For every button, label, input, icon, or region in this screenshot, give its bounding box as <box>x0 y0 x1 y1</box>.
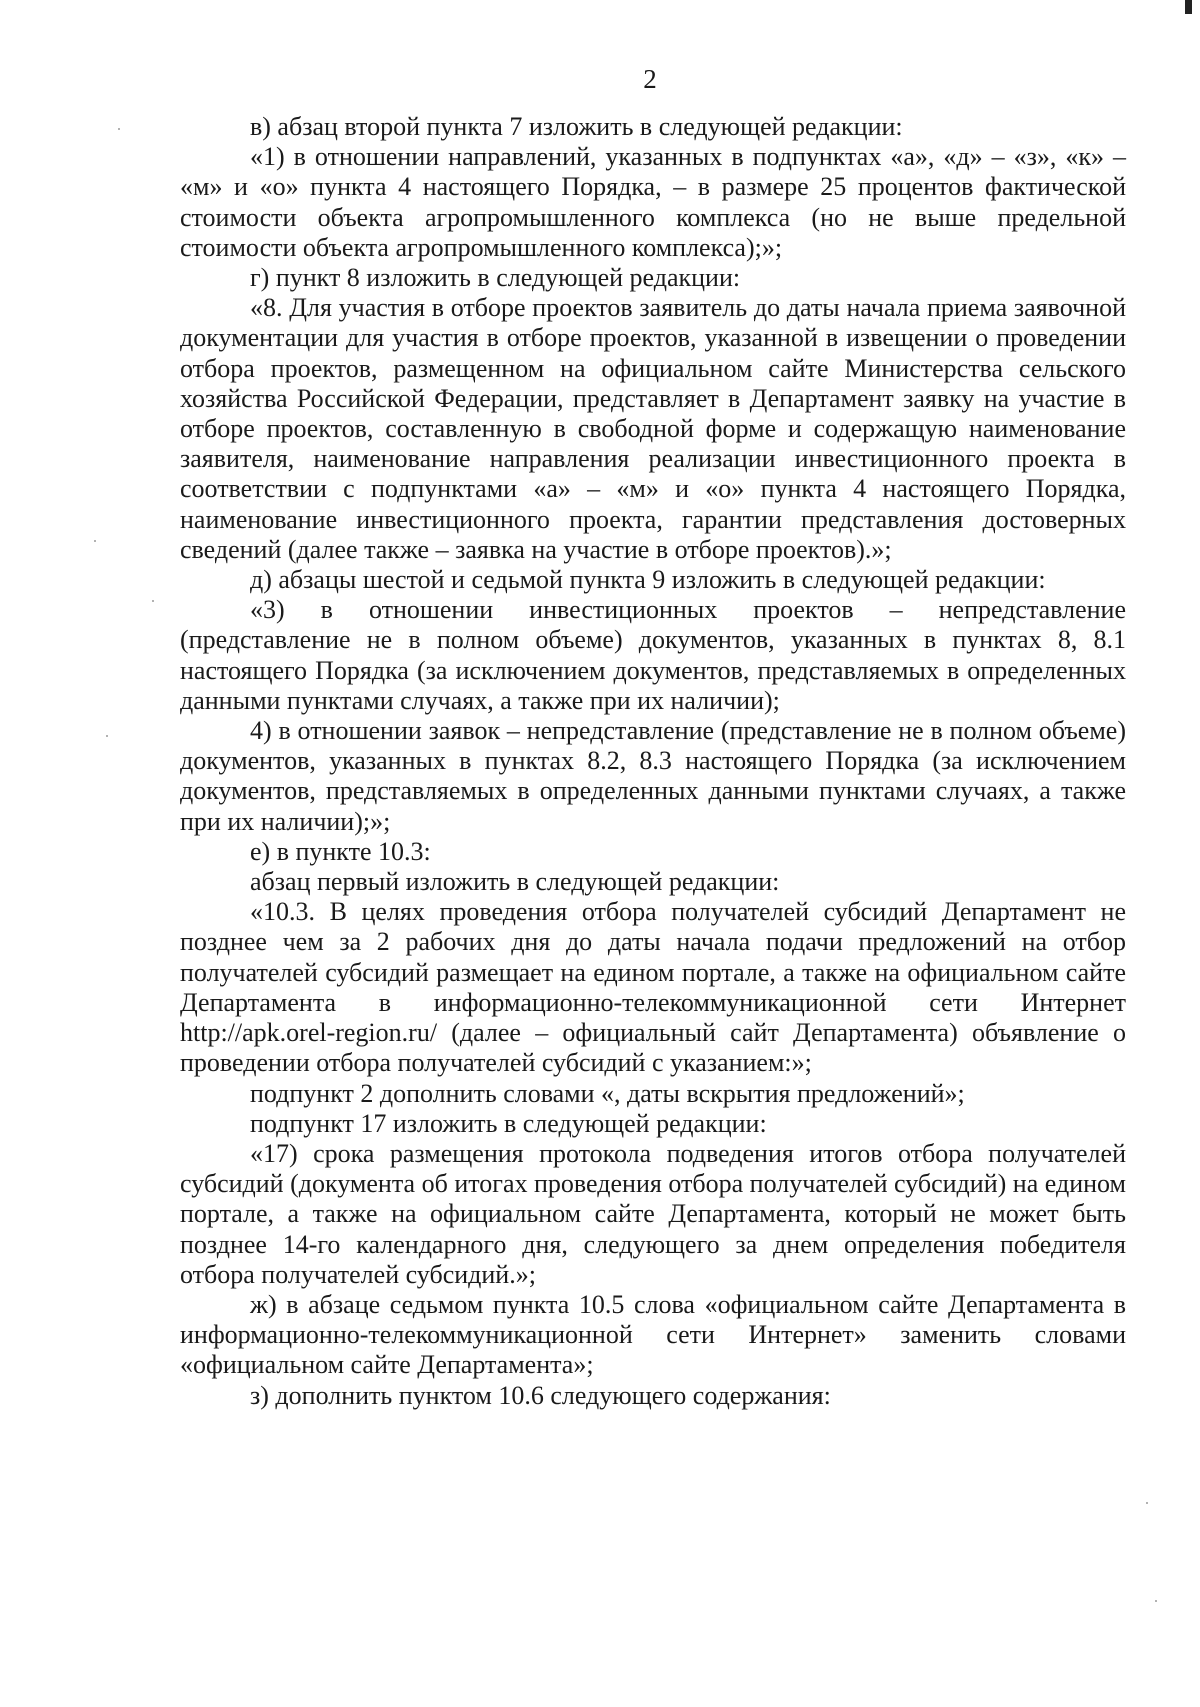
paragraph-item-10-3: «10.3. В целях проведения отбора получателей субсидий Департамент не позднее чем за 2 рабочих дня до даты начала подачи предложений на отбор получателей субсидий размещает на едином портале, а также на официальном сайте Департамента в информационно-телекоммуникационной сети Интернет http://apk.orel-region.ru/ (далее – официальный сайт Департамента) объявление о проведении отбора получателей субсидий с указанием:»; <box>180 897 1127 1078</box>
scan-speck <box>1155 1600 1157 1602</box>
scan-speck <box>152 600 154 602</box>
paragraph-subitem-17: подпункт 17 изложить в следующей редакции: <box>250 1108 767 1138</box>
paragraph-item-1: «1) в отношении направлений, указанных в подпунктах «а», «д» – «з», «к» – «м» и «о» пункта 4 настоящего Порядка, – в размере 25 процентов фактической стоимости объекта агропромышленного комплекса (но не выше предельной стоимости объекта агропромышленного комплекса);»; <box>180 142 1126 262</box>
scan-speck <box>1146 1502 1148 1504</box>
paragraph-clause-g: г) пункт 8 изложить в следующей редакции: <box>250 263 741 293</box>
paragraph-clause-e: е) в пункте 10.3: <box>250 836 431 866</box>
scan-speck <box>106 735 108 737</box>
paragraph-clause-v: в) абзац второй пункта 7 изложить в следующей редакции: <box>250 112 903 141</box>
paragraph-item-17: «17) срока размещения протокола подведения итогов отбора получателей субсидий (документа об итогах проведения отбора получателей субсидий) на едином портале, а также на официальном сайте Департамента, который не может быть позднее 14-го календарного дня, следующего за днем определения победителя отбора получателей субсидий.»; <box>180 1138 1126 1289</box>
paragraph-item-8: «8. Для участия в отборе проектов заявитель до даты начала приема заявочной документации для участия в отборе проектов, указанной в извещении о проведении отбора проектов, размещенном на официальном сайте Министерства сельского хозяйства Российской Федерации, представляет в Департамент заявку на участие в отборе проектов, составленную в свободной форме и содержащую наименование заявителя, наименование направления реализации инвестиционного проекта в соответствии с подпунктами «а» – «м» и «о» пункта 4 настоящего Порядка, наименование инвестиционного проекта, гарантии представления достоверных сведений (далее также – заявка на участие в отборе проектов).»; <box>180 293 1126 564</box>
page-number: 2 <box>643 64 657 94</box>
document-body <box>180 112 1126 1411</box>
paragraph-clause-z: з) дополнить пунктом 10.6 следующего содержания: <box>250 1380 831 1410</box>
scan-speck <box>118 128 120 130</box>
paragraph-item-3: «3) в отношении инвестиционных проектов – непредставление (представление не в полном объеме) документов, указанных в пунктах 8, 8.1 настоящего Порядка (за исключением документов, представляемых в определенных данными пунктами случаях, а также при их наличии); <box>180 595 1126 715</box>
paragraph-clause-zh: ж) в абзаце седьмом пункта 10.5 слова «официальном сайте Департамента в информационно-телекоммуникационной сети Интернет» заменить словами «официальном сайте Департамента»; <box>180 1289 1126 1380</box>
paragraph-clause-d: д) абзацы шестой и седьмой пункта 9 изложить в следующей редакции: <box>250 565 1046 595</box>
paragraph-subitem-2: подпункт 2 дополнить словами «, даты вскрытия предложений»; <box>250 1078 965 1108</box>
paragraph-item-4: 4) в отношении заявок – непредставление (представление не в полном объеме) документов, указанных в пунктах 8.2, 8.3 настоящего Порядка (за исключением документов, представляемых в определенных данными пунктами случаях, а также при их наличии);»; <box>180 716 1126 836</box>
scan-speck <box>94 540 96 542</box>
scan-edge-mark <box>1185 0 1192 14</box>
paragraph-first-abzac: абзац первый изложить в следующей редакции: <box>250 867 780 897</box>
